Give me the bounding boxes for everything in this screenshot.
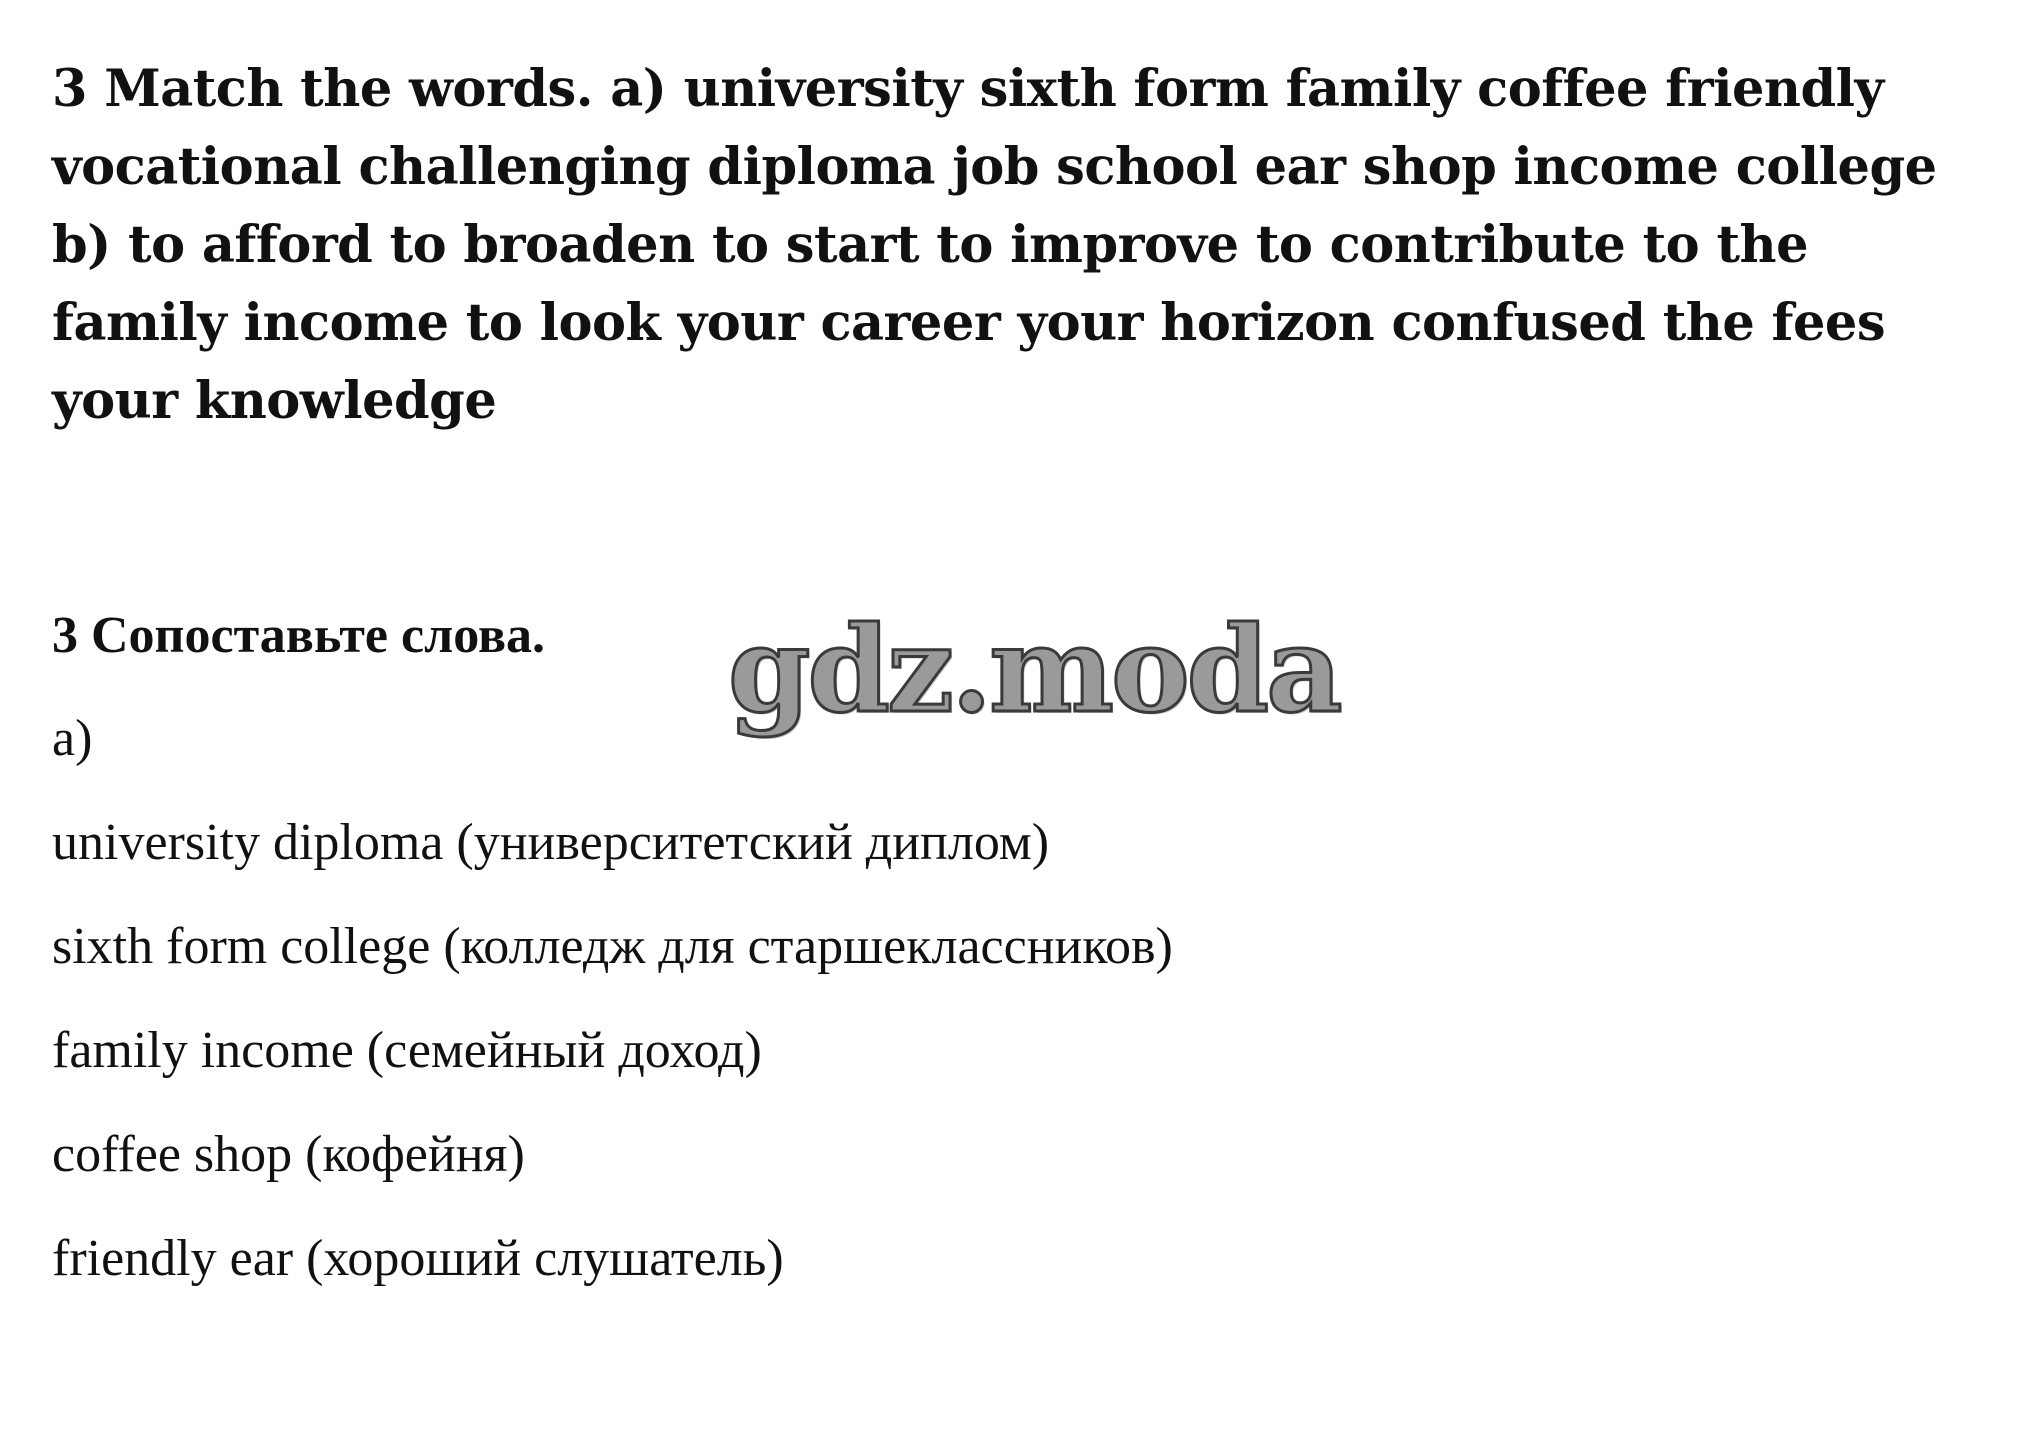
- section-label: a): [52, 710, 93, 767]
- word-pairs-list: [52, 811, 1173, 1331]
- word-pair-item: friendly ear (хороший слушатель): [52, 1230, 784, 1287]
- word-pair-item: sixth form college (колледж для старшеклассников): [52, 918, 1173, 975]
- word-pair-item: coffee shop (кофейня): [52, 1126, 525, 1183]
- word-pair-item: university diploma (университетский диплом): [52, 814, 1050, 871]
- watermark-logo: gdz.moda: [728, 600, 1340, 739]
- answer-title: 3 Сопоставьте слова.: [52, 607, 546, 664]
- task-heading: 3 Match the words. a) university sixth form family coffee friendly vocational challenging diploma job school ear shop income college b) to afford to broaden to start to improve to contribute to the family income to look your career your horizon confused the fees your knowledge: [52, 59, 1937, 431]
- word-pair-item: family income (семейный доход): [52, 1022, 762, 1079]
